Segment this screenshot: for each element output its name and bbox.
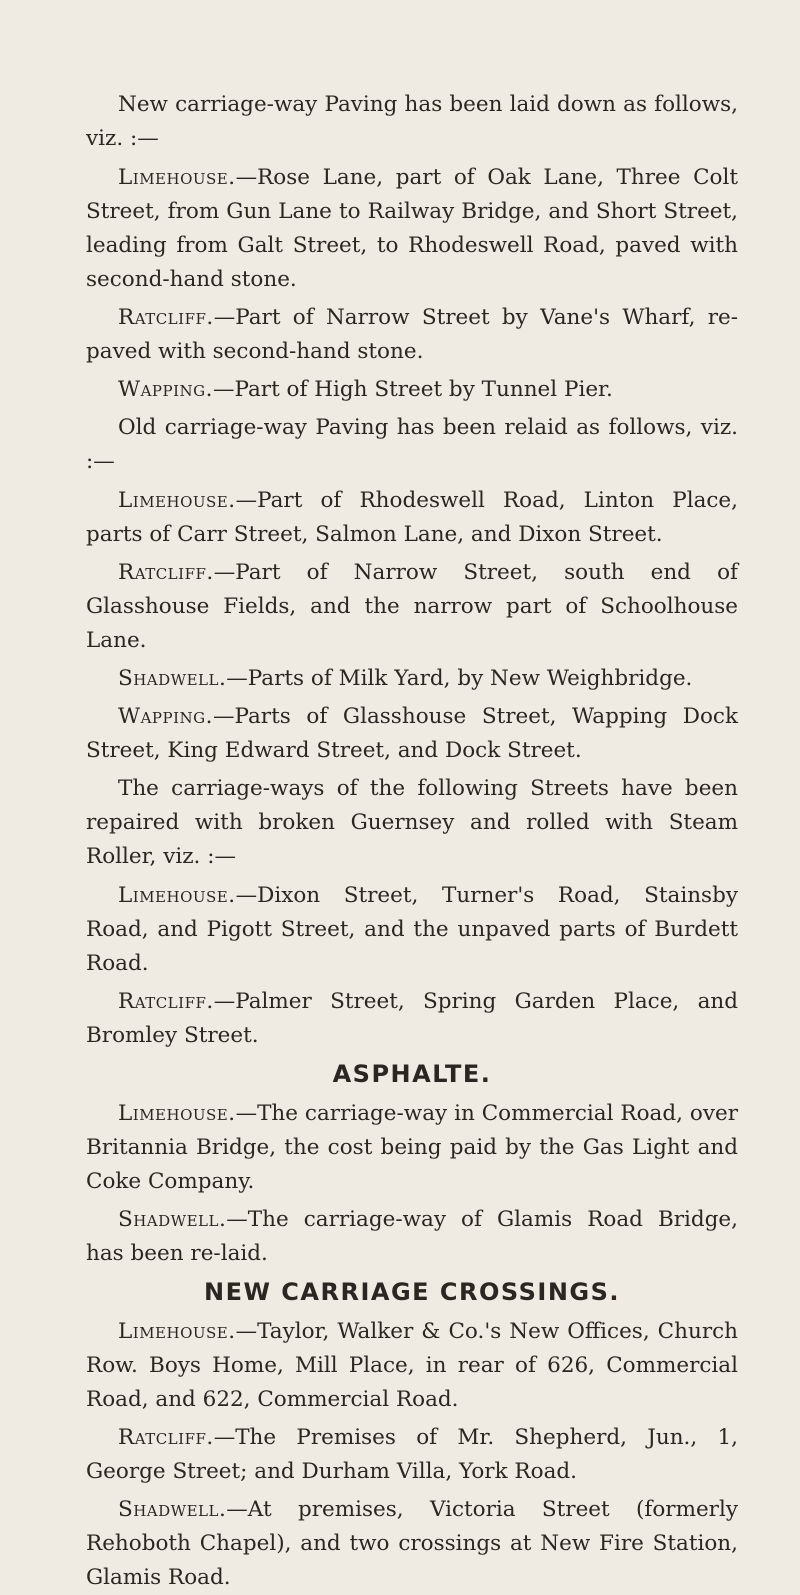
district-label: Shadwell. (118, 1497, 227, 1522)
paragraph-old-paving-shadwell (86, 662, 738, 696)
paragraph-new-paving-ratcliff (86, 301, 738, 369)
entry-text: —Part of Narrow Street, south end of Glasshouse Fields, and the narrow part of Schoolhouse Lane. (86, 560, 738, 653)
district-label: Wapping. (118, 377, 213, 402)
district-label: Wapping. (118, 704, 213, 729)
entry-text: —Part of Rhodeswell Road, Linton Place, parts of Carr Street, Salmon Lane, and Dixon Street. (86, 488, 738, 547)
section-heading-asphalte: ASPHALTE. (332, 1060, 492, 1088)
district-label: Limehouse. (118, 883, 236, 908)
district-label: Shadwell. (118, 666, 227, 691)
entry-text: —The carriage-way of Glamis Road Bridge, has been re-laid. (86, 1207, 738, 1266)
paragraph-crossings-ratcliff (86, 1421, 738, 1489)
district-label: Limehouse. (118, 488, 236, 513)
paragraph-old-paving-wapping (86, 700, 738, 768)
entry-text: —Part of Narrow Street by Vane's Wharf, re-paved with second-hand stone. (86, 305, 738, 364)
paragraph-crossings-limehouse (86, 1315, 738, 1417)
paragraph-new-paving-limehouse (86, 161, 738, 297)
district-label: Limehouse. (118, 1101, 236, 1126)
paragraph-repairs-intro: The carriage-ways of the following Streets have been repaired with broken Guernsey and rolled with Steam Roller, viz. :— (86, 776, 738, 869)
district-label: Ratcliff. (118, 305, 214, 330)
entry-text: —The Premises of Mr. Shepherd, Jun., 1, George Street; and Durham Villa, York Road. (86, 1425, 738, 1484)
paragraph-repairs-ratcliff (86, 985, 738, 1053)
paragraph-crossings-shadwell (86, 1493, 738, 1595)
section-heading-new-carriage-crossings: NEW CARRIAGE CROSSINGS. (203, 1278, 620, 1306)
district-label: Limehouse. (118, 165, 236, 190)
entry-text: —Taylor, Walker & Co.'s New Offices, Church Row. Boys Home, Mill Place, in rear of 626, Commercial Road, and 622, Commercial Road. (86, 1319, 738, 1412)
entry-text: —Parts of Glasshouse Street, Wapping Dock Street, King Edward Street, and Dock Street. (86, 704, 738, 763)
district-label: Ratcliff. (118, 560, 214, 585)
entry-text: —At premises, Victoria Street (formerly Rehoboth Chapel), and two crossings at New Fire Station, Glamis Road. (86, 1497, 738, 1590)
paragraph-new-paving-intro: New carriage-way Paving has been laid down as follows, viz. :— (86, 92, 738, 151)
district-label: Ratcliff. (118, 1425, 214, 1450)
district-label: Limehouse. (118, 1319, 236, 1344)
paragraph-old-paving-intro: Old carriage-way Paving has been relaid as follows, viz. :— (86, 415, 738, 474)
paragraph-repairs-limehouse (86, 879, 738, 981)
district-label: Shadwell. (118, 1207, 227, 1232)
paragraph-old-paving-limehouse (86, 484, 738, 552)
entry-text: —Part of High Street by Tunnel Pier. (212, 377, 613, 402)
district-label: Ratcliff. (118, 989, 214, 1014)
entry-text: —Palmer Street, Spring Garden Place, and Bromley Street. (86, 989, 738, 1048)
paragraph-asphalte-shadwell (86, 1203, 738, 1271)
entry-text: —Dixon Street, Turner's Road, Stainsby Road, and Pigott Street, and the unpaved parts of Burdett Road. (86, 883, 738, 976)
paragraph-new-paving-wapping (86, 373, 738, 407)
entry-text: —Parts of Milk Yard, by New Weighbridge. (226, 666, 693, 691)
entry-text: —Rose Lane, part of Oak Lane, Three Colt Street, from Gun Lane to Railway Bridge, and Short Street, leading from Galt Street, to Rhodeswell Road, paved with second-hand stone. (86, 165, 738, 292)
paragraph-asphalte-limehouse (86, 1097, 738, 1199)
entry-text: —The carriage-way in Commercial Road, over Britannia Bridge, the cost being paid by the Gas Light and Coke Company. (86, 1101, 738, 1194)
paragraph-old-paving-ratcliff (86, 556, 738, 658)
